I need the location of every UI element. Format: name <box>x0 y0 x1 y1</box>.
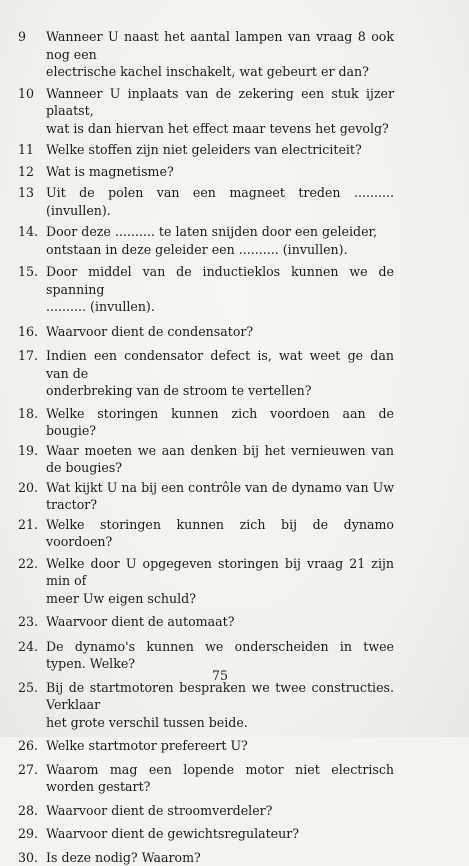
question-line: Waar moeten we aan denken bij het vernieuwen van de bougies? <box>46 442 394 477</box>
question-item <box>18 613 394 631</box>
question-item <box>18 761 394 796</box>
question-number: 18. <box>18 405 46 423</box>
question-line: Welke startmotor prefereert U? <box>46 737 394 755</box>
question-line: onderbreking van de stroom te vertellen? <box>46 382 394 400</box>
question-line: Wanneer U inplaats van de zekering een stuk ijzer plaatst, <box>46 85 394 120</box>
question-line: Waarom mag een lopende motor niet electrisch worden gestart? <box>46 761 394 796</box>
question-text <box>46 679 394 732</box>
question-text <box>46 85 394 138</box>
question-text <box>46 28 394 81</box>
question-item <box>18 737 394 755</box>
question-line: Uit de polen van een magneet treden .......... (invullen). <box>46 184 394 219</box>
question-text <box>46 347 394 400</box>
question-list <box>18 28 394 866</box>
question-number: 26. <box>18 737 46 755</box>
question-number: 19. <box>18 442 46 460</box>
question-number: 30. <box>18 849 46 866</box>
question-item <box>18 347 394 400</box>
question-item <box>18 184 394 219</box>
question-line: .......... (invullen). <box>46 298 394 316</box>
question-text <box>46 802 394 820</box>
question-number: 13 <box>18 184 46 202</box>
question-number: 12 <box>18 163 46 181</box>
question-number: 11 <box>18 141 46 159</box>
question-item <box>18 679 394 732</box>
question-line: electrische kachel inschakelt, wat gebeurt er dan? <box>46 63 394 81</box>
question-text <box>46 263 394 316</box>
question-item <box>18 263 394 316</box>
question-number: 20. <box>18 479 46 497</box>
question-line: Waarvoor dient de gewichtsregulateur? <box>46 825 394 843</box>
question-line: meer Uw eigen schuld? <box>46 590 394 608</box>
question-text <box>46 163 394 181</box>
question-line: Welke door U opgegeven storingen bij vraag 21 zijn min of <box>46 555 394 590</box>
question-item <box>18 405 394 440</box>
question-text <box>46 555 394 608</box>
question-line: Door deze .......... te laten snijden door een geleider, <box>46 223 394 241</box>
question-line: Welke storingen kunnen zich bij de dynamo voordoen? <box>46 516 394 551</box>
question-text <box>46 849 394 866</box>
question-text <box>46 613 394 631</box>
question-number: 22. <box>18 555 46 573</box>
question-number: 9 <box>18 28 46 46</box>
question-text <box>46 223 394 258</box>
question-item <box>18 163 394 181</box>
question-number: 27. <box>18 761 46 779</box>
question-line: Indien een condensator defect is, wat weet ge dan van de <box>46 347 394 382</box>
question-line: Welke storingen kunnen zich voordoen aan de bougie? <box>46 405 394 440</box>
question-line: De dynamo's kunnen we onderscheiden in twee typen. Welke? <box>46 638 394 673</box>
question-line: Door middel van de inductieklos kunnen we de spanning <box>46 263 394 298</box>
question-text <box>46 479 394 514</box>
question-number: 23. <box>18 613 46 631</box>
question-text <box>46 323 394 341</box>
question-text <box>46 516 394 551</box>
question-text <box>46 761 394 796</box>
question-item <box>18 825 394 843</box>
question-line: Welke stoffen zijn niet geleiders van electriciteit? <box>46 141 394 159</box>
question-item <box>18 28 394 81</box>
question-item <box>18 85 394 138</box>
question-number: 28. <box>18 802 46 820</box>
question-item <box>18 555 394 608</box>
question-item <box>18 802 394 820</box>
question-item <box>18 323 394 341</box>
question-text <box>46 737 394 755</box>
question-number: 16. <box>18 323 46 341</box>
question-text <box>46 825 394 843</box>
question-line: Bij de startmotoren bespraken we twee constructies. Verklaar <box>46 679 394 714</box>
question-number: 21. <box>18 516 46 534</box>
question-number: 14. <box>18 223 46 241</box>
question-number: 24. <box>18 638 46 656</box>
question-item <box>18 479 394 514</box>
question-line: Wanneer U naast het aantal lampen van vraag 8 ook nog een <box>46 28 394 63</box>
page-number: 75 <box>0 668 440 683</box>
question-line: Waarvoor dient de automaat? <box>46 613 394 631</box>
question-line: ontstaan in deze geleider een .......... (invullen). <box>46 241 394 259</box>
question-text <box>46 405 394 440</box>
question-item <box>18 223 394 258</box>
question-text <box>46 442 394 477</box>
question-line: Wat is magnetisme? <box>46 163 394 181</box>
question-item <box>18 849 394 866</box>
question-line: Waarvoor dient de stroomverdeler? <box>46 802 394 820</box>
question-number: 15. <box>18 263 46 281</box>
question-line: wat is dan hiervan het effect maar tevens het gevolg? <box>46 120 394 138</box>
question-line: Is deze nodig? Waarom? <box>46 849 394 866</box>
question-line: het grote verschil tussen beide. <box>46 714 394 732</box>
question-number: 25. <box>18 679 46 697</box>
question-line: Wat kijkt U na bij een contrôle van de dynamo van Uw tractor? <box>46 479 394 514</box>
question-line: Waarvoor dient de condensator? <box>46 323 394 341</box>
question-text <box>46 141 394 159</box>
question-number: 17. <box>18 347 46 365</box>
question-number: 29. <box>18 825 46 843</box>
question-item <box>18 442 394 477</box>
question-item <box>18 141 394 159</box>
question-text <box>46 184 394 219</box>
question-number: 10 <box>18 85 46 103</box>
question-item <box>18 516 394 551</box>
